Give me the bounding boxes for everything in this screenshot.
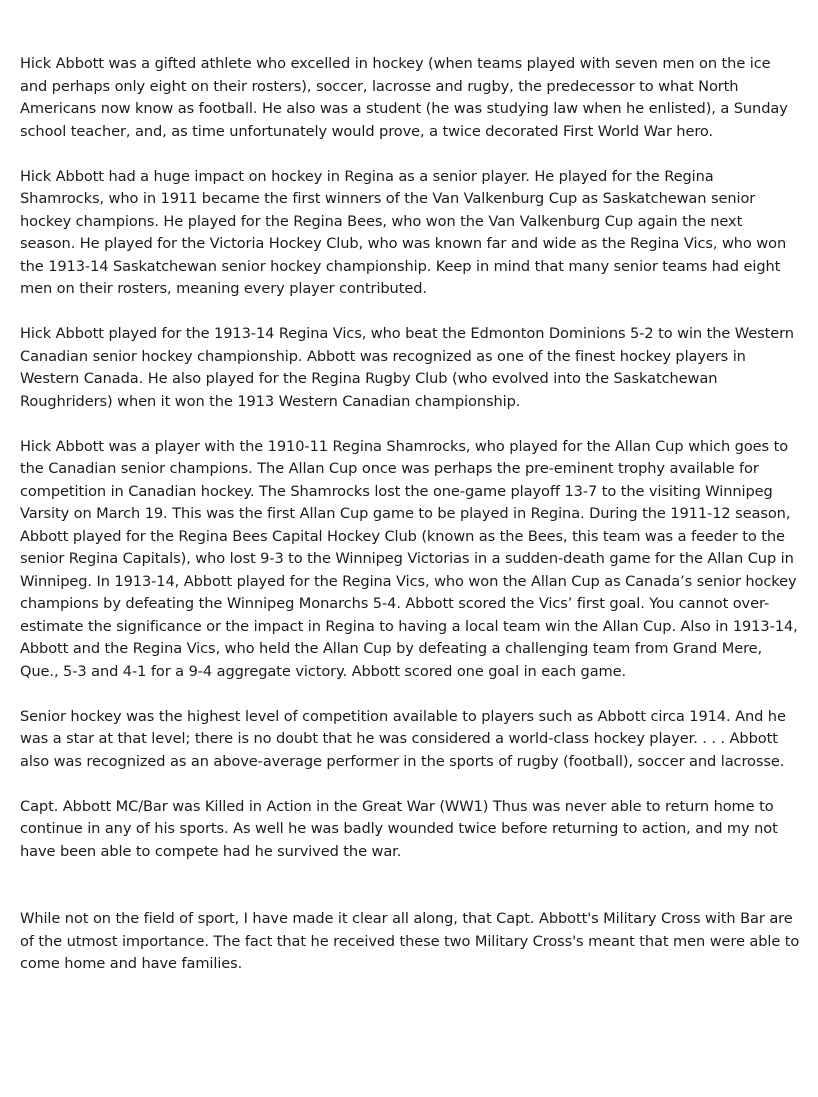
paragraph-allan-cup: Hick Abbott was a player with the 1910-11 Regina Shamrocks, who played for the Allan Cup which goes to the Canadian senior champions. The Allan Cup once was perhaps the pre-eminent trophy available for competition in Canadian hockey. The Shamrocks lost the one-game playoff 13-7 to the visiting Winnipeg Varsity on March 19. This was the first Allan Cup game to be played in Regina. During the 1911-12 season, Abbott played for the Regina Bees Capital Hockey Club (known as the Bees, this team was a feeder to the senior Regina Capitals), who lost 9-3 to the Winnipeg Victorias in a sudden-death game for the Allan Cup in Winnipeg. In 1913-14, Abbott played for the Regina Vics, who won the Allan Cup as Canada’s senior hockey champions by defeating the Winnipeg Monarchs 5-4. Abbott scored the Vics’ first goal. You cannot over-estimate the significance or the impact in Regina to having a local team win the Allan Cup. Also in 1913-14, Abbott and the Regina Vics, who held the Allan Cup by defeating a challenging team from Grand Mere, Que., 5-3 and 4-1 for a 9-4 aggregate victory. Abbott scored one goal in each game. bbox=[20, 437, 798, 680]
document-body bbox=[20, 53, 800, 998]
paragraph-killed-in-action: Capt. Abbott MC/Bar was Killed in Action in the Great War (WW1) Thus was never able to return home to continue in any of his sports. As well he was badly wounded twice before returning to action, and my not have been able to compete had he survived the war. bbox=[20, 797, 778, 860]
paragraph-regina-impact: Hick Abbott had a huge impact on hockey in Regina as a senior player. He played for the Regina Shamrocks, who in 1911 became the first winners of the Van Valkenburg Cup as Saskatchewan senior hockey champions. He played for the Regina Bees, who won the Van Valkenburg Cup again the next season. He played for the Victoria Hockey Club, who was known far and wide as the Regina Vics, who won the 1913-14 Saskatchewan senior hockey championship. Keep in mind that many senior teams had eight men on their rosters, meaning every player contributed. bbox=[20, 167, 787, 297]
paragraph-athlete-intro: Hick Abbott was a gifted athlete who excelled in hockey (when teams played with seven men on the ice and perhaps only eight on their rosters), soccer, lacrosse and rugby, the predecessor to what North Americans now know as football. He also was a student (he was studying law when he enlisted), a Sunday school teacher, and, as time unfortunately would prove, a twice decorated First World War hero. bbox=[20, 55, 788, 140]
paragraph-military-cross: While not on the field of sport, I have made it clear all along, that Capt. Abbott's Military Cross with Bar are of the utmost importance. The fact that he received these two Military Cross's meant that men were able to come home and have families. bbox=[20, 910, 800, 972]
paragraph-senior-hockey: Senior hockey was the highest level of competition available to players such as Abbott circa 1914. And he was a star at that level; there is no doubt that he was considered a world-class hockey player. . . . Abbott also was recognized as an above-average performer in the sports of rugby (football), soccer and lacrosse. bbox=[20, 707, 786, 770]
paragraph-western-championship: Hick Abbott played for the 1913-14 Regina Vics, who beat the Edmonton Dominions 5-2 to win the Western Canadian senior hockey championship. Abbott was recognized as one of the finest hockey players in Western Canada. He also played for the Regina Rugby Club (who evolved into the Saskatchewan Roughriders) when it won the 1913 Western Canadian championship. bbox=[20, 325, 794, 410]
